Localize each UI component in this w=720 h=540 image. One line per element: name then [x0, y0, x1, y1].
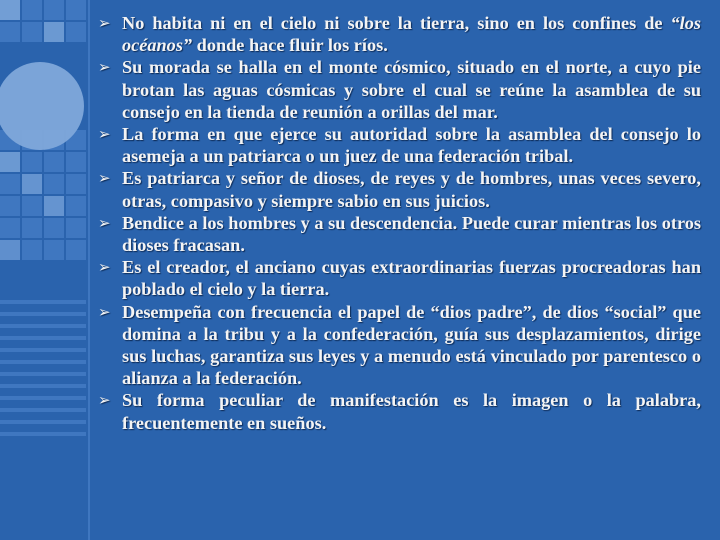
bullet-text: Desempeña con frecuencia el papel de “dios padre”, de dios “social” que domina a la tribu y a la confederación, guía sus desplazamientos, dirige sus luchas, garantiza sus leyes y a menudo está vinculado por parentesco o alianza a la federación.: [122, 301, 701, 389]
arrow-right-icon: ➢: [98, 302, 111, 321]
bullet-item: [98, 256, 701, 300]
arrow-right-icon: ➢: [98, 125, 111, 144]
bullet-item: [98, 212, 701, 256]
bullet-item: [98, 123, 701, 167]
arrow-right-icon: ➢: [98, 169, 111, 188]
arrow-right-icon: ➢: [98, 58, 111, 77]
bullet-list: [98, 12, 701, 434]
bullet-text: La forma en que ejerce su autoridad sobre la asamblea del consejo lo asemeja a un patriarca o un juez de una federación tribal.: [122, 124, 701, 167]
bullet-text: Bendice a los hombres y a su descendencia. Puede curar mientras los otros dioses fracasan.: [122, 212, 701, 256]
decor-circle: [0, 62, 84, 150]
decor-stripes: [0, 300, 86, 436]
bullet-item: [98, 56, 701, 123]
bullet-text: Es el creador, el anciano cuyas extraordinarias fuerzas procreadoras han poblado el cielo y la tierra.: [122, 257, 701, 300]
bullet-text: Es patriarca y señor de dioses, de reyes y de hombres, unas veces severo, otras, compasivo y siempre sabio en sus juicios.: [122, 168, 701, 211]
bullet-item: [98, 167, 701, 211]
decor-divider: [88, 0, 90, 540]
arrow-right-icon: ➢: [98, 258, 111, 277]
bullet-item: [98, 301, 701, 390]
slide-content: [98, 12, 701, 434]
bullet-item: [98, 12, 701, 56]
bullet-text: No habita ni en el cielo ni sobre la tierra, sino en los confines de “los océanos” donde hace fluir los ríos.: [122, 13, 701, 56]
arrow-right-icon: ➢: [98, 391, 111, 410]
arrow-right-icon: ➢: [98, 213, 111, 232]
bullet-text: Su morada se halla en el monte cósmico, situado en el norte, a cuyo pie brotan las aguas cósmicas y sobre el cual se reúne la asamblea de su consejo en la tienda de reunión a orillas del mar.: [122, 57, 701, 122]
bullet-text: Su forma peculiar de manifestación es la imagen o la palabra, frecuentemente en sueños.: [122, 390, 701, 433]
arrow-right-icon: ➢: [98, 14, 111, 32]
bullet-item: [98, 389, 701, 433]
